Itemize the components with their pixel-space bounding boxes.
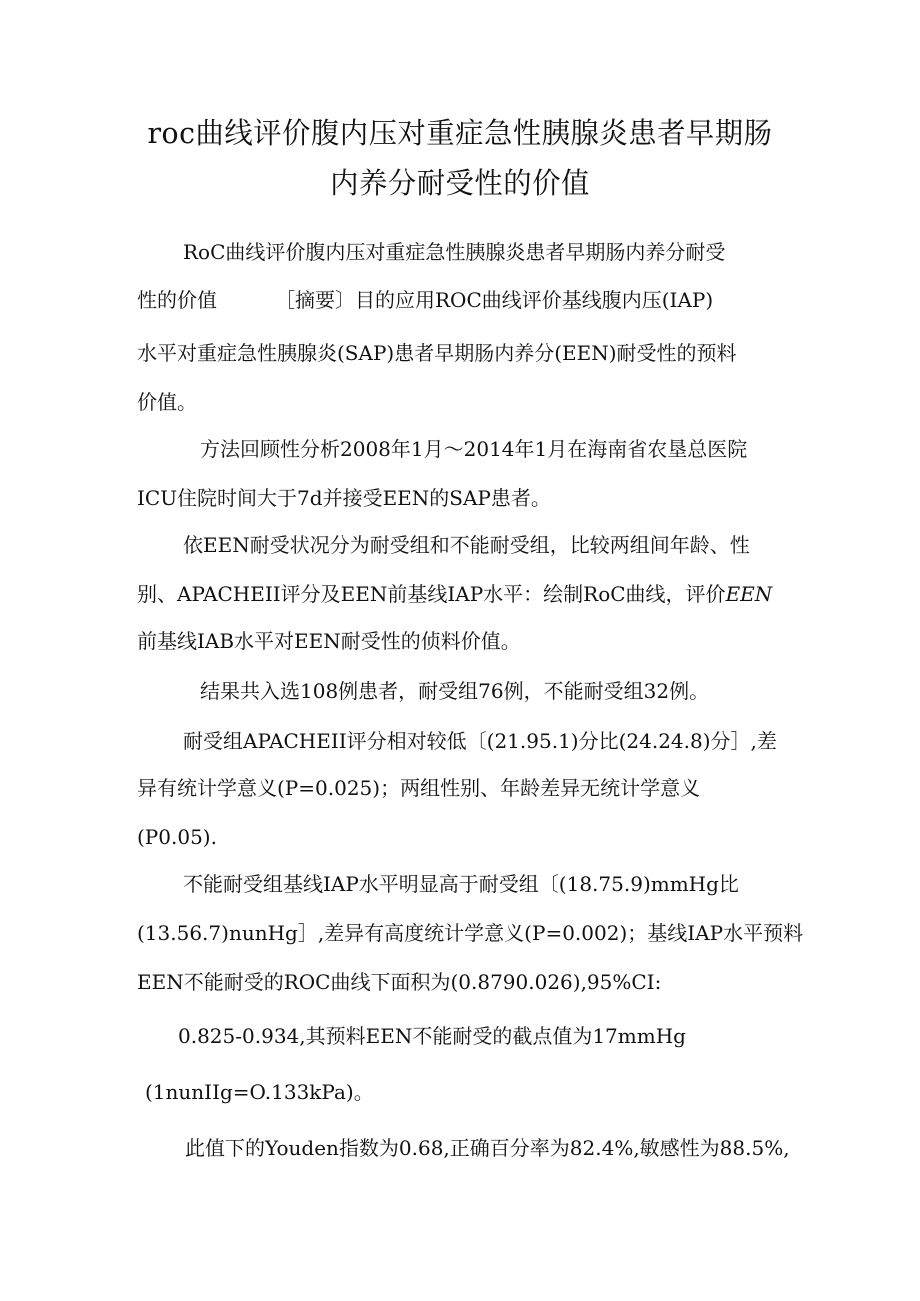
title-line-1: roc曲线评价腹内压对重症急性胰腺炎患者早期肠 xyxy=(147,116,773,150)
abstract-line-3: 水平对重症急性胰腺炎(SAP)患者早期肠内养分(EEN)耐受性的预料 xyxy=(137,341,737,365)
methods-line-2: ICU住院时间大于7d并接受EEN的SAP患者。 xyxy=(137,486,551,510)
results-line-1: 结果共入选108例患者，耐受组76例，不能耐受组32例。 xyxy=(200,679,710,703)
grouping-line-3: 前基线IAB水平对EEN耐受性的侦料价值。 xyxy=(137,629,521,653)
iap-line-2: (13.56.7)nunHg］,差异有高度统计学意义(P=0.002)；基线IAP水平预料 xyxy=(137,921,804,945)
abstract-line-2 xyxy=(137,285,713,315)
iap-line-5: (1nunIIg=O.133kPa)。 xyxy=(145,1080,374,1104)
methods-line-1: 方法回顾性分析2008年1月～2014年1月在海南省农垦总医院 xyxy=(200,437,748,461)
grouping-line-2 xyxy=(137,579,772,609)
apache-line-2: 异有统计学意义(P=0.025)；两组性别、年龄差异无统计学意义 xyxy=(137,776,701,800)
abstract-line-2-b: ［摘要〕目的应用ROC曲线评价基线腹内压(IAP) xyxy=(275,288,714,312)
youden-line-1: 此值下的Youden指数为0.68,正确百分率为82.4%,敏感性为88.5%, xyxy=(185,1136,790,1160)
grouping-line-2-a: 别、APACHEII评分及EEN前基线IAP水平：绘制RoC曲线，评价 xyxy=(137,582,726,606)
abstract-line-4: 价值。 xyxy=(137,390,197,414)
iap-line-4: 0.825-0.934,其预料EEN不能耐受的截点值为17mmHg xyxy=(178,1024,686,1048)
grouping-line-1: 依EEN耐受状况分为耐受组和不能耐受组，比较两组间年龄、性 xyxy=(183,533,750,557)
apache-line-3: (P0.05). xyxy=(137,825,217,849)
abstract-line-2-a: 性的价值 xyxy=(137,288,217,312)
iap-line-1: 不能耐受组基线IAP水平明显高于耐受组〔(18.75.9)mmHg比 xyxy=(183,872,739,896)
grouping-line-2-b: EEN xyxy=(725,582,773,606)
apache-line-1: 耐受组APACHEII评分相对较低〔(21.95.1)分比(24.24.8)分］,差 xyxy=(183,729,777,753)
iap-line-3: EEN不能耐受的ROC曲线下面积为(0.8790.026),95%CI: xyxy=(137,970,662,994)
abstract-line-1: RoC曲线评价腹内压对重症急性胰腺炎患者早期肠内养分耐受 xyxy=(183,240,726,264)
title-line-2: 内养分耐受性的价值 xyxy=(330,166,590,200)
